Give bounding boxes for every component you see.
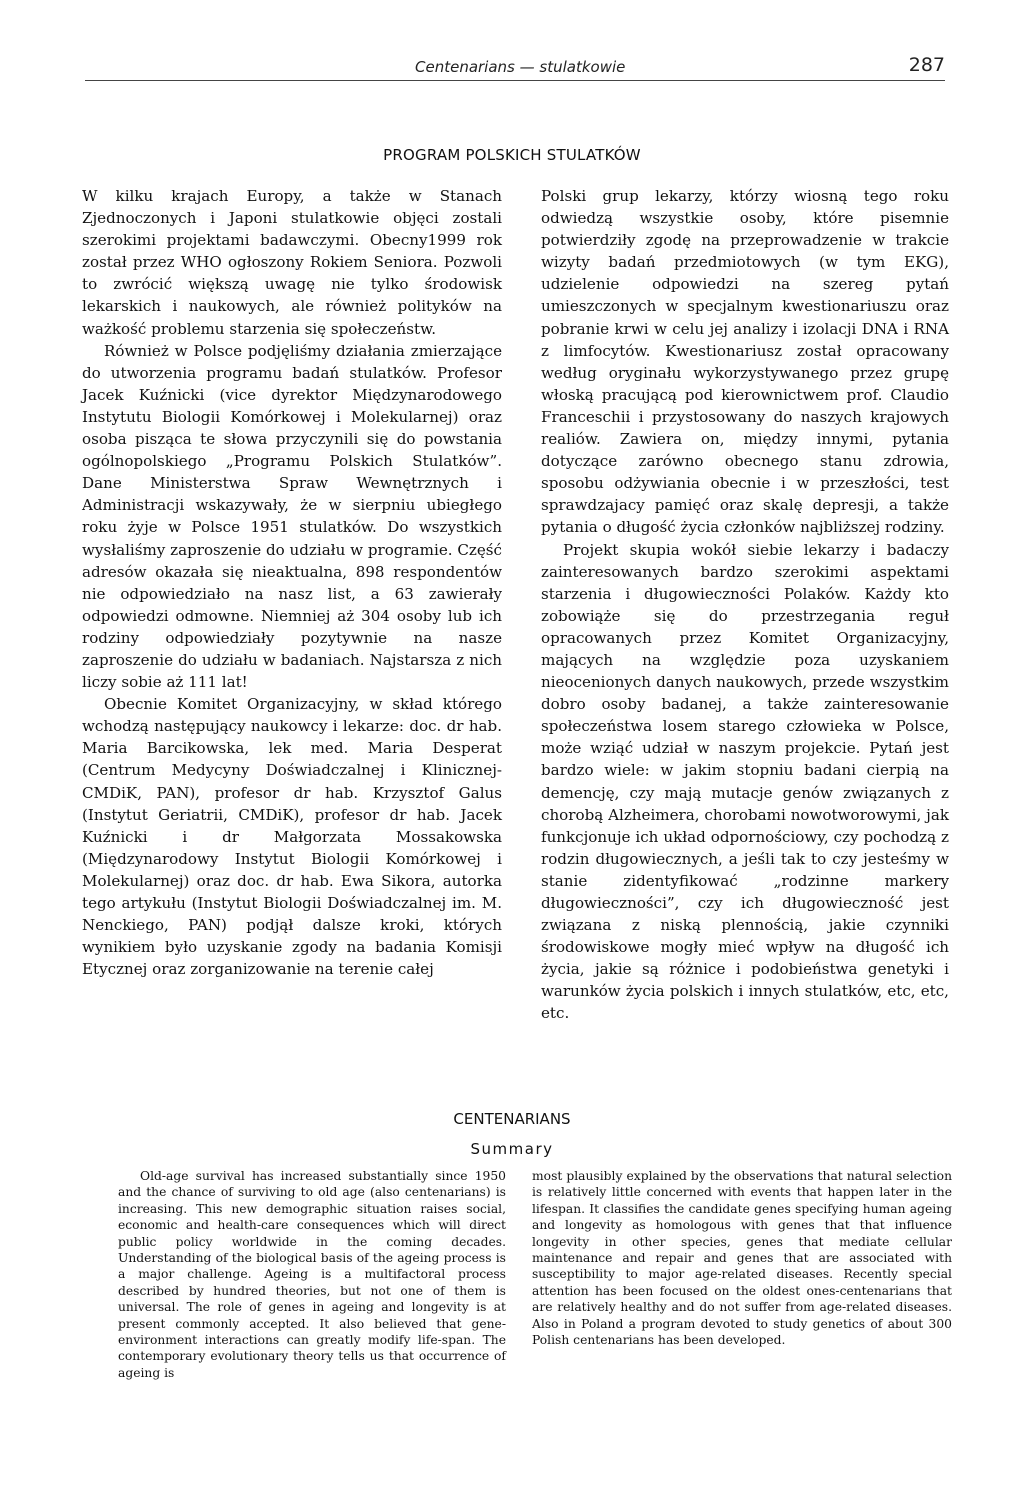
summary-column-left: Old-age survival has increased substantially since 1950 and the chance of surviving to old age (also centenarians) is increasing. This new demographic situation raises social, economic and health-care consequences which will direct public policy worldwide in the coming decades. Understanding of the biological basis of the ageing process is a major challenge. Ageing is a multifactoral process described by hundred theories, but not one of them is universal. The role of genes in ageing and longevity is at present commonly accepted. It also believed that gene-environment interactions can greatly modify life-span. The contemporary evolutionary theory tells us that occurrence of ageing is — [118, 1169, 506, 1380]
body-paragraph: Również w Polsce podjęliśmy działania zmierzające do utworzenia programu badań stulatków. Profesor Jacek Kuźnicki (vice dyrektor Międzynarodowego Instytutu Biologii Komórkowej i Molekularnej) oraz osoba pisząca te słowa przyczynili się do powstania ogólnopolskiego „Programu Polskich Stulatków”. Dane Ministerstwa Spraw Wewnętrznych i Administracji wskazywały, że w sierpniu ubiegłego roku żyje w Polsce 1951 stulatków. Do wszystkich wysłaliśmy zaproszenie do udziału w programie. Część adresów okazała się nieaktualna, 898 respondentów nie odpowiedziało na nasz list, a 63 zawierały odpowiedzi odmowne. Niemniej aż 304 osoby lub ich rodziny odpowiedziały pozytywnie na nasze zaproszenie do udziału w badaniach. Najstarsza z nich liczy sobie aż 111 lat! — [82, 341, 502, 692]
body-paragraph: W kilku krajach Europy, a także w Stanach Zjednoczonych i Japoni stulatkowie objęci zostali szerokimi projektami badawczymi. Obecny1999 rok został przez WHO ogłoszony Rokiem Seniora. Pozwoli to zwrócić większą uwagę nie tylko środowisk lekarskich i naukowych, ale również polityków na ważkość problemu starzenia się społeczeństw. — [82, 187, 502, 338]
body-paragraph: Projekt skupia wokół siebie lekarzy i badaczy zainteresowanych bardzo szerokimi aspektami starzenia i długowieczności Polaków. Każdy kto zobowiąże się do przestrzegania reguł opracowanych przez Komitet Organizacyjny, mających na względzie poza uzyskaniem nieocenionych danych naukowych, przede wszystkim dobro osoby badanej, a także zainteresowanie społeczeństwa losem starego człowieka w Polsce, może wziąć udział w naszym projekcie. Pytań jest bardzo wiele: w jakim stopniu badani cierpią na demencję, czy mają mutacje genów związanych z chorobą Alzheimera, chorobami nowotworowymi, jak funkcjonuje ich układ odpornościowy, czy pochodzą z rodzin długowiecznych, a jeśli tak to czy jesteśmy w stanie zidentyfikować „rodzinne markery długowieczności”, czy ich długowieczność jest związana z niską plennością, jakie czynniki środowiskowe mogły mieć wpływ na długość ich życia, jakie są różnice i podobieństwa genetyki i warunków życia polskich i innych stulatków, etc, etc, etc. — [541, 540, 949, 1023]
body-column-right — [541, 185, 949, 1025]
summary-heading: CENTENARIANS — [453, 1110, 571, 1128]
page-number: 287 — [908, 54, 945, 76]
running-title: Centenarians — stulatkowie — [415, 58, 626, 76]
body-paragraph: Obecnie Komitet Organizacyjny, w skład którego wchodzą następujący naukowcy i lekarze: doc. dr hab. Maria Barcikowska, lek med. Maria Desperat (Centrum Medycyny Doświadczalnej i Klinicznej-CMDiK, PAN), profesor dr hab. Krzysztof Galus (Instytut Geriatrii, CMDiK), profesor dr hab. Jacek Kuźnicki i dr Małgorzata Mossakowska (Międzynarodowy Instytut Biologii Komórkowej i Molekularnej) oraz doc. dr hab. Ewa Sikora, autorka tego artykułu (Instytut Biologii Doświadczalnej im. M. Nenckiego, PAN) podjął dalsze kroki, których wynikiem było uzyskanie zgody na badania Komisji Etycznej oraz zorganizowanie na terenie całej — [82, 695, 502, 979]
section-title: PROGRAM POLSKICH STULATKÓW — [383, 146, 641, 164]
summary-column-right: most plausibly explained by the observations that natural selection is relatively little concerned with events that happen later in the lifespan. It classifies the candidate genes specifying human ageing and longevity as homologous with genes that that influence longevity in other species, genes that mediate cellular maintenance and repair and genes that are associated with susceptibility to major age-related diseases. Recently special attention has been focused on the oldest ones-centenarians that are relatively healthy and do not suffer from age-related diseases. Also in Poland a program devoted to study genetics of about 300 Polish centenarians has been developed. — [532, 1169, 952, 1348]
body-column-left — [82, 185, 502, 980]
body-paragraph: Polski grup lekarzy, którzy wiosną tego roku odwiedzą wszystkie osoby, które pisemnie potwierdziły zgodę na przeprowadzenie w trakcie wizyty badań przedmiotowych (w tym EKG), udzielenie odpowiedzi na szereg pytań umieszczonych w specjalnym kwestionariuszu oraz pobranie krwi w celu jej analizy i izolacji DNA i RNA z limfocytów. Kwestionariusz został opracowany według oryginału wykorzystywanego przez grupę włoską pracującą pod kierownictwem prof. Claudio Franceschii i przystosowany do naszych krajowych realiów. Zawiera on, między innymi, pytania dotyczące zarówno obecnego stanu zdrowia, sposobu odżywiania obecnie i w przeszłości, test sprawdzajacy pamięć oraz skalę depresji, a także pytania o długość życia członków najbliższej rodziny. — [541, 187, 949, 537]
summary-subheading: Summary — [470, 1140, 554, 1158]
page-header — [85, 52, 945, 80]
header-rule — [85, 80, 945, 81]
